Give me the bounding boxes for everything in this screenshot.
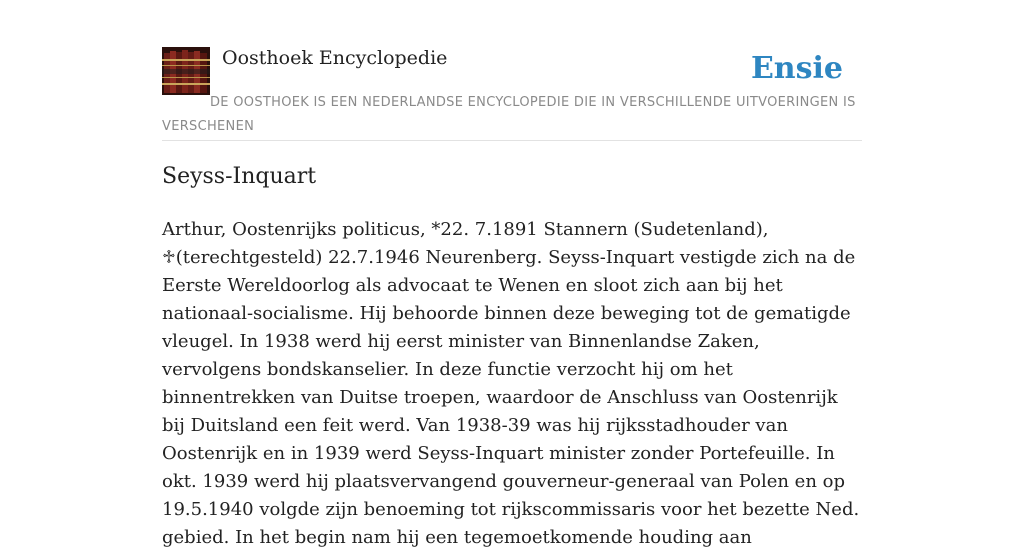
avatar[interactable]: [162, 47, 210, 95]
article-title: Seyss-Inquart: [162, 164, 317, 189]
encyclopedia-books-icon: [162, 47, 210, 95]
site-title[interactable]: Oosthoek Encyclopedie: [222, 47, 448, 69]
site-tagline: DE OOSTHOEK IS EEN NEDERLANDSE ENCYCLOPEDIE DIE IN VERSCHILLENDE UITVOERINGEN IS VERSCHENEN: [162, 95, 856, 134]
site-header: [162, 46, 862, 141]
brand-logo[interactable]: Ensie: [750, 51, 843, 86]
article-body: Arthur, Oostenrijks politicus, *22. 7.1891 Stannern (Sudetenland), ♱(terechtgesteld) 22.7.1946 Neurenberg. Seyss-Inquart vestigde zich na de Eerste Wereldoorlog als advocaat te Wenen en sloot zich aan bij het nationaal-socialisme. Hij behoorde binnen deze beweging tot de gematigde vleugel. In 1938 werd hij eerst minister van Binnenlandse Zaken, vervolgens bondskanselier. In deze functie verzocht hij om het binnentrekken van Duitse troepen, waardoor de Anschluss van Oostenrijk bij Duitsland een feit werd. Van 1938-39 was hij rijksstadhouder van Oostenrijk en in 1939 werd Seyss-Inquart minister zonder Portefeuille. In okt. 1939 werd hij plaatsvervangend gouverneur-generaal van Polen en op 19.5.1940 volgde zijn benoeming tot rijkscommissaris voor het bezette Ned. gebied. In het begin nam hij een tegemoetkomende houding aan: [162, 219, 860, 548]
